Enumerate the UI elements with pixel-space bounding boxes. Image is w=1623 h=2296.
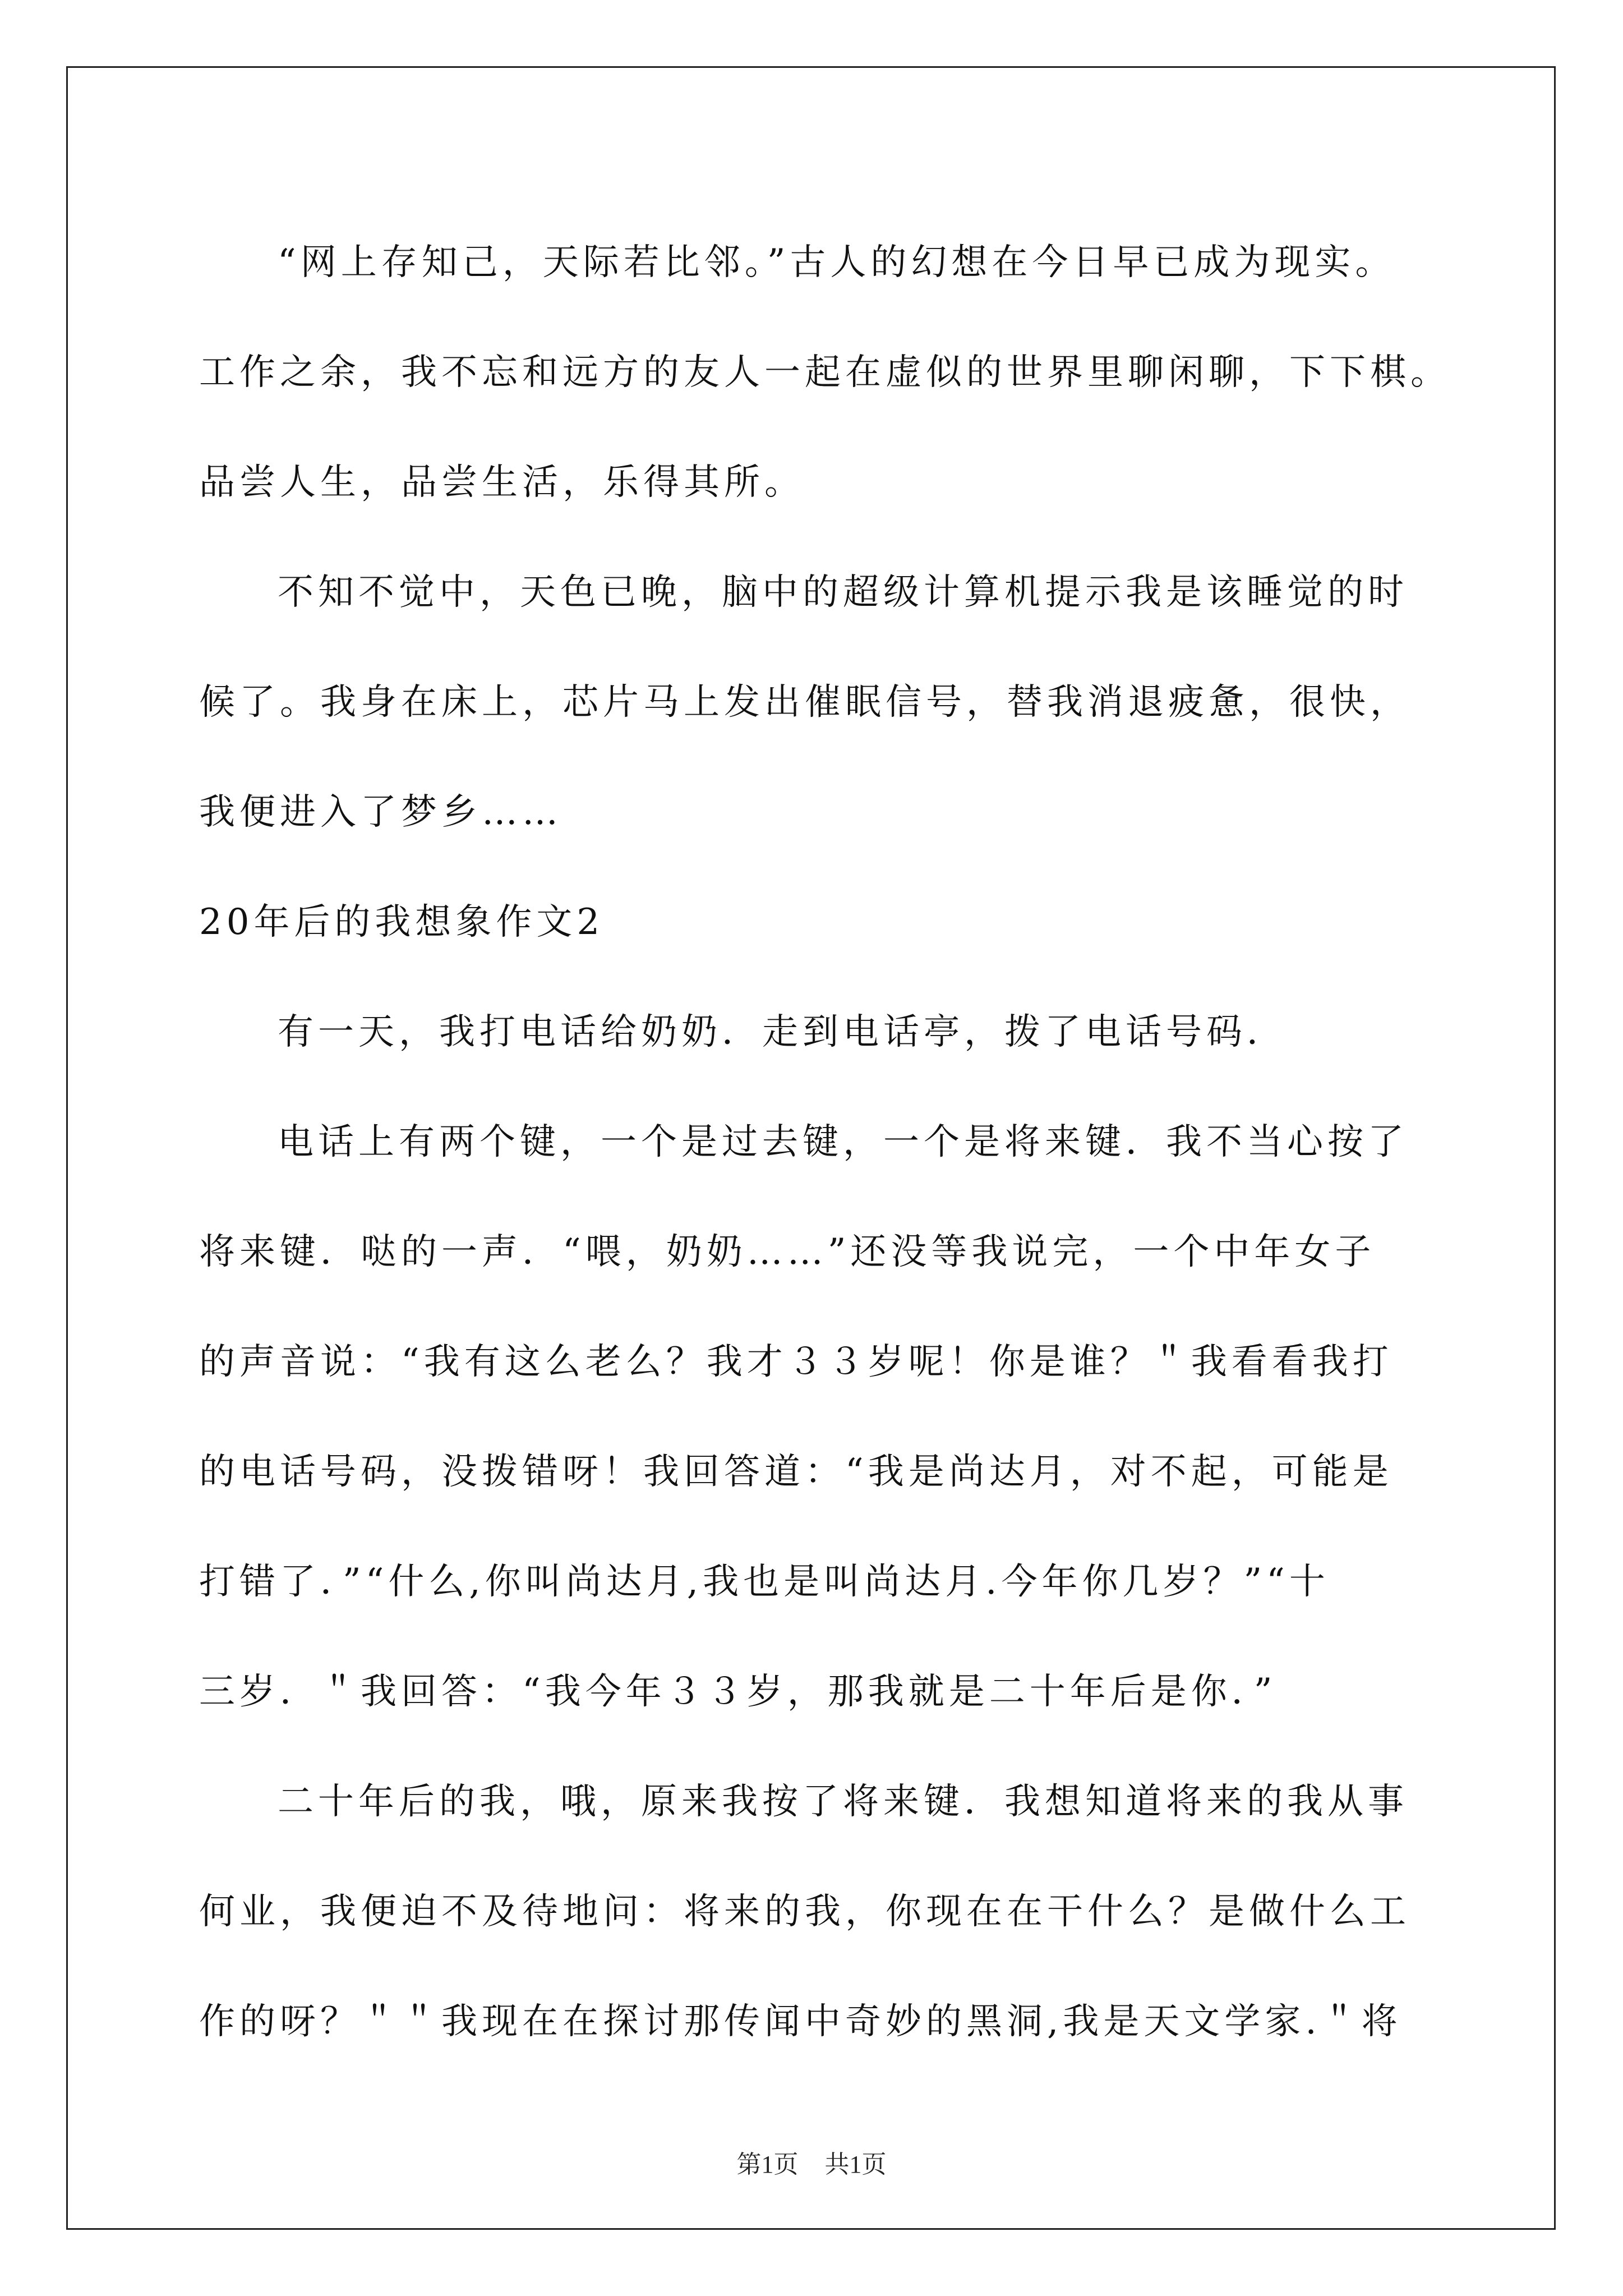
paragraph-line: 的电话号码，没拨错呀！我回答道：“我是尚达月，对不起，可能是 — [199, 1451, 1393, 1493]
paragraph-line: 电话上有两个键，一个是过去键，一个是将来键．我不当心按了 — [278, 1121, 1408, 1163]
paragraph-line: “网上存知己，天际若比邻。”古人的幻想在今日早已成为现实。 — [278, 242, 1396, 283]
paragraph-line: 何业，我便迫不及待地问：将来的我，你现在在干什么？是做什么工 — [199, 1891, 1410, 1932]
page-number: 第1页 — [736, 2151, 799, 2178]
document-body — [199, 208, 1451, 2077]
paragraph-line: 将来键．哒的一声．“喂，奶奶……”还没等我说完，一个中年女子 — [199, 1231, 1376, 1273]
paragraph-line: 品尝人生，品尝生活，乐得其所。 — [199, 462, 805, 503]
paragraph-line: 二十年后的我，哦，原来我按了将来键．我想知道将来的我从事 — [278, 1781, 1408, 1823]
paragraph-line: 作的呀？＂＂我现在在探讨那传闻中奇妙的黑洞,我是天文学家.＂将 — [199, 2001, 1402, 2042]
paragraph-line: 有一天，我打电话给奶奶．走到电话亭，拨了电话号码． — [278, 1011, 1287, 1053]
paragraph-line: 三岁．＂我回答：“我今年３３岁，那我就是二十年后是你．” — [199, 1671, 1277, 1713]
paragraph-line: 我便进入了梦乡…… — [199, 792, 562, 833]
page-total: 共1页 — [824, 2151, 887, 2178]
page-footer — [0, 2144, 1623, 2180]
paragraph-line: 候了。我身在床上，芯片马上发出催眠信号，替我消退疲惫，很快， — [199, 682, 1410, 723]
paragraph-line: 打错了．”“什么,你叫尚达月,我也是叫尚达月.今年你几岁？”“十 — [199, 1561, 1330, 1603]
paragraph-line: 不知不觉中，天色已晚，脑中的超级计算机提示我是该睡觉的时 — [278, 572, 1408, 613]
paragraph-line: 的声音说：“我有这么老么？我才３３岁呢！你是谁？＂我看看我打 — [199, 1341, 1393, 1383]
paragraph-line: 工作之余，我不忘和远方的友人一起在虚似的世界里聊闲聊，下下棋。 — [199, 352, 1451, 393]
section-heading: 20年后的我想象作文2 — [199, 901, 605, 943]
